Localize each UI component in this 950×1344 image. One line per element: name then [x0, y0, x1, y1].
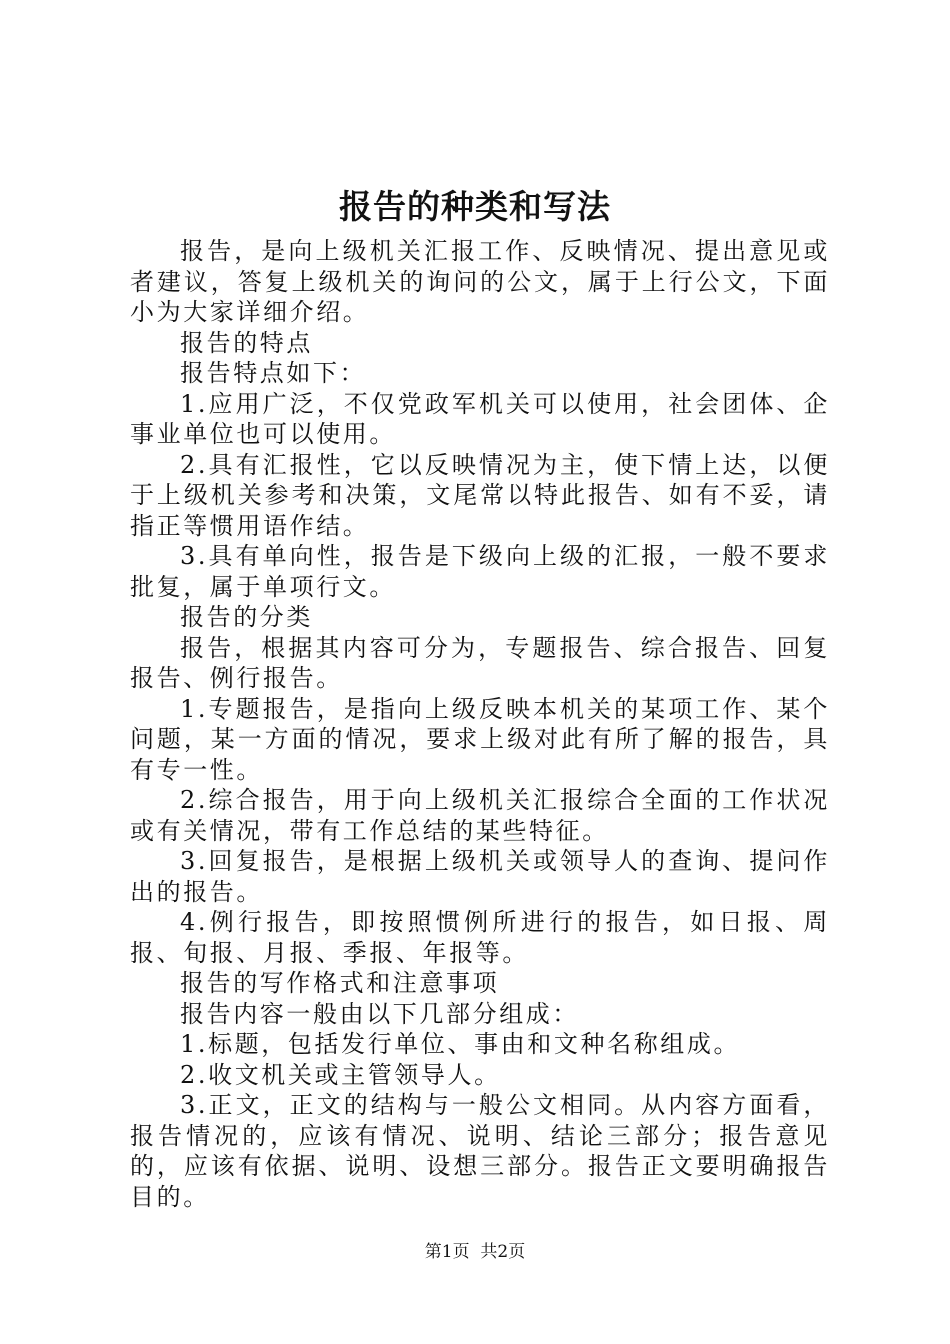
section-heading-categories: 报告的分类 — [180, 603, 313, 631]
list-item-category-4: 4.例行报告，即按照惯例所进行的报告，如日报、周报、旬报、月报、季报、年报等。 — [130, 908, 830, 967]
list-item-format-3: 3.正文，正文的结构与一般公文相同。从内容方面看，报告情况的，应该有情况、说明、结论三部分；报告意见的，应该有依据、说明、设想三部分。报告正文要明确报告目的。 — [130, 1091, 830, 1211]
list-item-format-1: 1.标题，包括发行单位、事由和文种名称组成。 — [180, 1030, 741, 1058]
page-footer — [0, 1240, 950, 1264]
page-number-label: 第1页 共2页 — [424, 1242, 526, 1262]
paragraph-format-lead: 报告内容一般由以下几部分组成： — [180, 999, 579, 1028]
paragraph-features-lead: 报告特点如下： — [180, 359, 367, 387]
list-item-category-2: 2.综合报告，用于向上级机关汇报综合全面的工作状况或有关情况，带有工作总结的某些特征。 — [130, 786, 830, 845]
document-title: 报告的种类和写法 — [339, 187, 611, 226]
list-item-format-2: 2.收文机关或主管领导人。 — [180, 1060, 501, 1089]
list-item-feature-2: 2.具有汇报性，它以反映情况为主，使下情上达，以便于上级机关参考和决策，文尾常以特此报告、如有不妥，请指正等惯用语作结。 — [130, 450, 830, 540]
list-item-category-3: 3.回复报告，是根据上级机关或领导人的查询、提问作出的报告。 — [130, 847, 830, 906]
paragraph-categories-lead: 报告，根据其内容可分为，专题报告、综合报告、回复报告、例行报告。 — [130, 633, 830, 692]
paragraph-intro: 报告，是向上级机关汇报工作、反映情况、提出意见或者建议，答复上级机关的询问的公文，属于上行公文，下面小为大家详细介绍。 — [130, 237, 830, 326]
section-heading-format: 报告的写作格式和注意事项 — [180, 969, 500, 997]
document-body — [130, 236, 830, 1212]
list-item-feature-3: 3.具有单向性，报告是下级向上级的汇报，一般不要求批复，属于单项行文。 — [130, 542, 830, 601]
section-heading-features: 报告的特点 — [180, 328, 313, 357]
list-item-feature-1: 1.应用广泛，不仅党政军机关可以使用，社会团体、企事业单位也可以使用。 — [130, 389, 830, 448]
list-item-category-1: 1.专题报告，是指向上级反映本机关的某项工作、某个问题，某一方面的情况，要求上级对此有所了解的报告，具有专一性。 — [130, 694, 830, 784]
